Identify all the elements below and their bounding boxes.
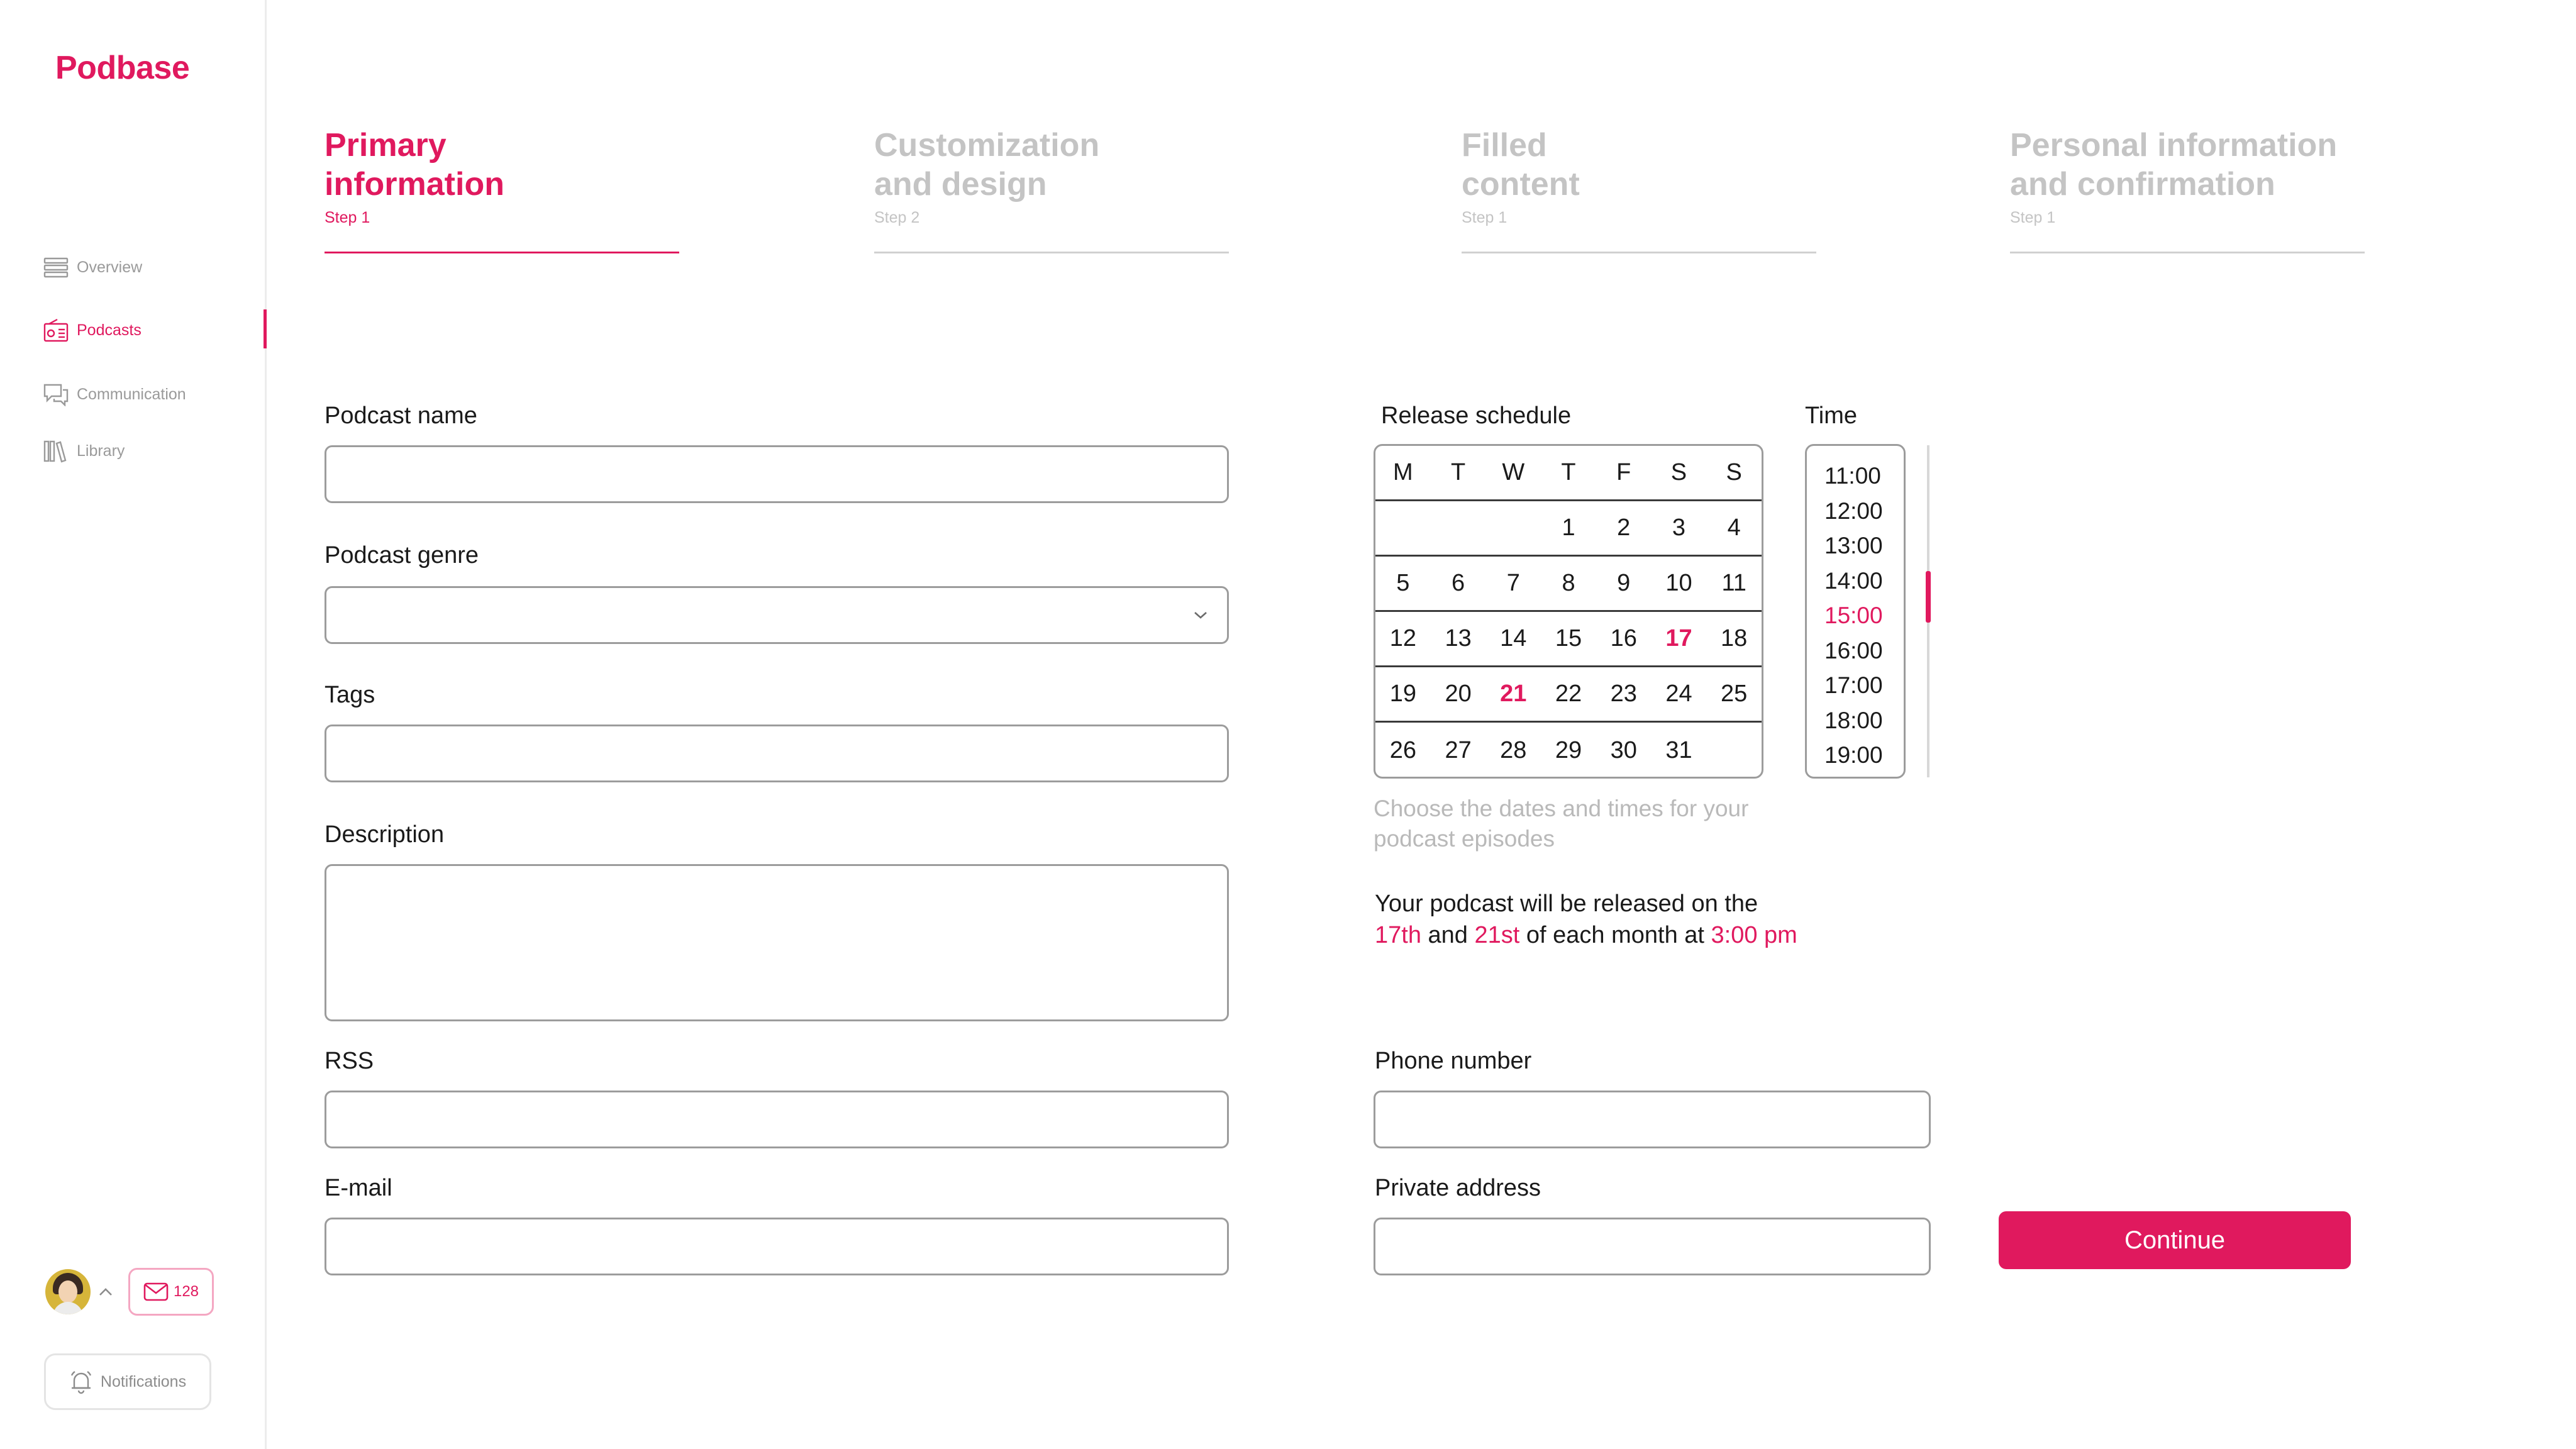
step-title: Customization and design bbox=[874, 127, 1100, 203]
podcast-name-input[interactable] bbox=[325, 445, 1229, 503]
release-calendar bbox=[1374, 444, 1763, 779]
step-progress-bar bbox=[325, 252, 679, 253]
release-and: and bbox=[1428, 922, 1468, 948]
mail-count: 128 bbox=[173, 1283, 199, 1300]
calendar-day[interactable]: 7 bbox=[1506, 570, 1520, 596]
time-option[interactable]: 17:00 bbox=[1824, 672, 1883, 698]
calendar-weekday-row bbox=[1375, 446, 1762, 501]
continue-button[interactable]: Continue bbox=[1999, 1211, 2351, 1269]
rss-input[interactable] bbox=[325, 1091, 1229, 1148]
address-label: Private address bbox=[1375, 1175, 1541, 1201]
weekday-label: F bbox=[1616, 459, 1631, 486]
step-title: Personal information and confirmation bbox=[2010, 127, 2338, 203]
step-title: Primary information bbox=[325, 127, 504, 203]
notifications-button[interactable] bbox=[44, 1353, 211, 1410]
calendar-week-row bbox=[1375, 723, 1762, 778]
calendar-day[interactable]: 12 bbox=[1389, 625, 1416, 652]
release-summary-line1: Your podcast will be released on the bbox=[1375, 891, 1758, 917]
description-label: Description bbox=[325, 821, 445, 848]
calendar-day[interactable]: 30 bbox=[1610, 736, 1637, 763]
release-day-1: 17th bbox=[1375, 922, 1421, 948]
calendar-day[interactable]: 20 bbox=[1445, 680, 1472, 707]
step-progress-bar bbox=[1462, 252, 1816, 253]
release-middle: of each month at bbox=[1526, 922, 1704, 948]
notifications-label: Notifications bbox=[100, 1372, 187, 1391]
weekday-label: T bbox=[1450, 459, 1466, 486]
weekday-label: T bbox=[1561, 459, 1576, 486]
sidebar-item-communication[interactable] bbox=[43, 372, 267, 416]
calendar-day[interactable]: 1 bbox=[1562, 514, 1575, 541]
step-filled-content[interactable] bbox=[1462, 126, 1814, 227]
calendar-day[interactable]: 27 bbox=[1445, 736, 1472, 763]
phone-input[interactable] bbox=[1374, 1091, 1931, 1148]
time-option-selected[interactable]: 15:00 bbox=[1824, 602, 1883, 628]
rss-label: RSS bbox=[325, 1048, 374, 1074]
time-label: Time bbox=[1805, 402, 1858, 429]
time-option[interactable]: 13:00 bbox=[1824, 533, 1883, 558]
radio-icon bbox=[43, 317, 69, 343]
mail-badge[interactable] bbox=[128, 1268, 214, 1316]
calendar-day[interactable]: 16 bbox=[1610, 625, 1637, 652]
calendar-day[interactable]: 18 bbox=[1721, 625, 1748, 652]
email-label: E-mail bbox=[325, 1175, 392, 1201]
time-option[interactable]: 16:00 bbox=[1824, 637, 1883, 663]
time-list bbox=[1805, 444, 1906, 779]
calendar-day bbox=[1375, 501, 1431, 555]
tags-input[interactable] bbox=[325, 724, 1229, 782]
step-number: Step 1 bbox=[1462, 209, 1507, 226]
calendar-day[interactable]: 29 bbox=[1555, 736, 1582, 763]
address-input[interactable] bbox=[1374, 1218, 1931, 1275]
weekday-label: S bbox=[1726, 459, 1742, 486]
calendar-day[interactable]: 8 bbox=[1562, 570, 1575, 596]
schedule-hint: Choose the dates and times for your podcast episodes bbox=[1374, 796, 1749, 852]
sidebar-item-label: Library bbox=[77, 441, 125, 460]
calendar-day-selected[interactable]: 17 bbox=[1665, 625, 1692, 652]
calendar-day[interactable]: 31 bbox=[1665, 736, 1692, 763]
sidebar-item-label: Communication bbox=[77, 385, 186, 403]
calendar-day[interactable]: 9 bbox=[1617, 570, 1631, 596]
step-primary-information[interactable] bbox=[325, 126, 677, 227]
phone-label: Phone number bbox=[1375, 1048, 1532, 1074]
calendar-day[interactable]: 23 bbox=[1610, 680, 1637, 707]
podcast-genre-label: Podcast genre bbox=[325, 542, 479, 569]
chevron-up-icon[interactable] bbox=[97, 1283, 114, 1301]
calendar-day-selected[interactable]: 21 bbox=[1500, 680, 1527, 707]
calendar-day[interactable]: 28 bbox=[1500, 736, 1527, 763]
sidebar-item-podcasts[interactable] bbox=[43, 308, 267, 352]
calendar-day bbox=[1485, 501, 1541, 555]
email-field[interactable] bbox=[325, 1218, 1229, 1275]
chat-icon bbox=[43, 381, 69, 408]
sidebar-item-overview[interactable] bbox=[43, 245, 267, 289]
calendar-day[interactable]: 19 bbox=[1389, 680, 1416, 707]
mail-icon bbox=[143, 1282, 169, 1301]
calendar-day[interactable]: 14 bbox=[1500, 625, 1527, 652]
step-personal-information-and-confirmation[interactable] bbox=[2010, 126, 2362, 227]
calendar-week-row bbox=[1375, 612, 1762, 667]
release-time: 3:00 pm bbox=[1711, 922, 1797, 948]
tags-label: Tags bbox=[325, 682, 375, 708]
sidebar-item-label: Overview bbox=[77, 258, 143, 276]
time-option[interactable]: 18:00 bbox=[1824, 707, 1883, 733]
step-number: Step 1 bbox=[325, 209, 370, 226]
bell-icon bbox=[69, 1369, 93, 1394]
calendar-day[interactable]: 24 bbox=[1665, 680, 1692, 707]
step-progress-bar bbox=[2010, 252, 2365, 253]
calendar-week-row bbox=[1375, 667, 1762, 723]
calendar-day bbox=[1431, 501, 1486, 555]
weekday-label: W bbox=[1502, 459, 1525, 486]
brand-logo[interactable]: Podbase bbox=[55, 50, 190, 86]
calendar-day[interactable]: 26 bbox=[1389, 736, 1416, 763]
calendar-day[interactable]: 5 bbox=[1396, 570, 1410, 596]
time-scrollbar-thumb[interactable] bbox=[1926, 571, 1931, 623]
weekday-label: M bbox=[1393, 459, 1413, 486]
step-number: Step 2 bbox=[874, 209, 920, 226]
sidebar bbox=[0, 0, 267, 1449]
avatar[interactable] bbox=[45, 1269, 91, 1314]
step-number: Step 1 bbox=[2010, 209, 2056, 226]
description-textarea[interactable] bbox=[325, 864, 1229, 1021]
release-day-2: 21st bbox=[1474, 922, 1520, 948]
list-icon bbox=[43, 254, 69, 280]
chevron-down-icon bbox=[1193, 611, 1208, 619]
calendar-day[interactable]: 6 bbox=[1452, 570, 1465, 596]
weekday-label: S bbox=[1670, 459, 1687, 486]
user-row bbox=[45, 1268, 214, 1316]
calendar-week-row bbox=[1375, 557, 1762, 612]
calendar-day[interactable]: 25 bbox=[1721, 680, 1748, 707]
podcast-name-label: Podcast name bbox=[325, 402, 477, 429]
step-title: Filled content bbox=[1462, 127, 1580, 203]
calendar-day[interactable]: 4 bbox=[1727, 514, 1741, 541]
step-progress-bar bbox=[874, 252, 1229, 253]
sidebar-nav bbox=[43, 245, 267, 492]
calendar-week-row bbox=[1375, 501, 1762, 557]
time-option[interactable]: 19:00 bbox=[1824, 742, 1883, 768]
step-customization-and-design[interactable] bbox=[874, 126, 1226, 227]
release-summary bbox=[1375, 888, 1890, 951]
calendar-day[interactable]: 15 bbox=[1555, 625, 1582, 652]
time-option[interactable]: 11:00 bbox=[1824, 463, 1881, 489]
calendar-day[interactable]: 11 bbox=[1721, 570, 1746, 596]
calendar-day[interactable]: 3 bbox=[1672, 514, 1686, 541]
time-option[interactable]: 14:00 bbox=[1824, 567, 1883, 594]
calendar-day[interactable]: 2 bbox=[1617, 514, 1631, 541]
calendar-day[interactable]: 22 bbox=[1555, 680, 1582, 707]
calendar-day[interactable]: 10 bbox=[1665, 570, 1692, 596]
sidebar-item-library[interactable] bbox=[43, 429, 267, 473]
calendar-day bbox=[1706, 723, 1762, 778]
library-icon bbox=[43, 438, 69, 464]
calendar-day[interactable]: 13 bbox=[1445, 625, 1472, 652]
sidebar-item-label: Podcasts bbox=[77, 321, 142, 339]
release-schedule-label: Release schedule bbox=[1381, 402, 1572, 429]
podcast-genre-select[interactable] bbox=[325, 586, 1229, 644]
time-option[interactable]: 12:00 bbox=[1824, 497, 1883, 524]
